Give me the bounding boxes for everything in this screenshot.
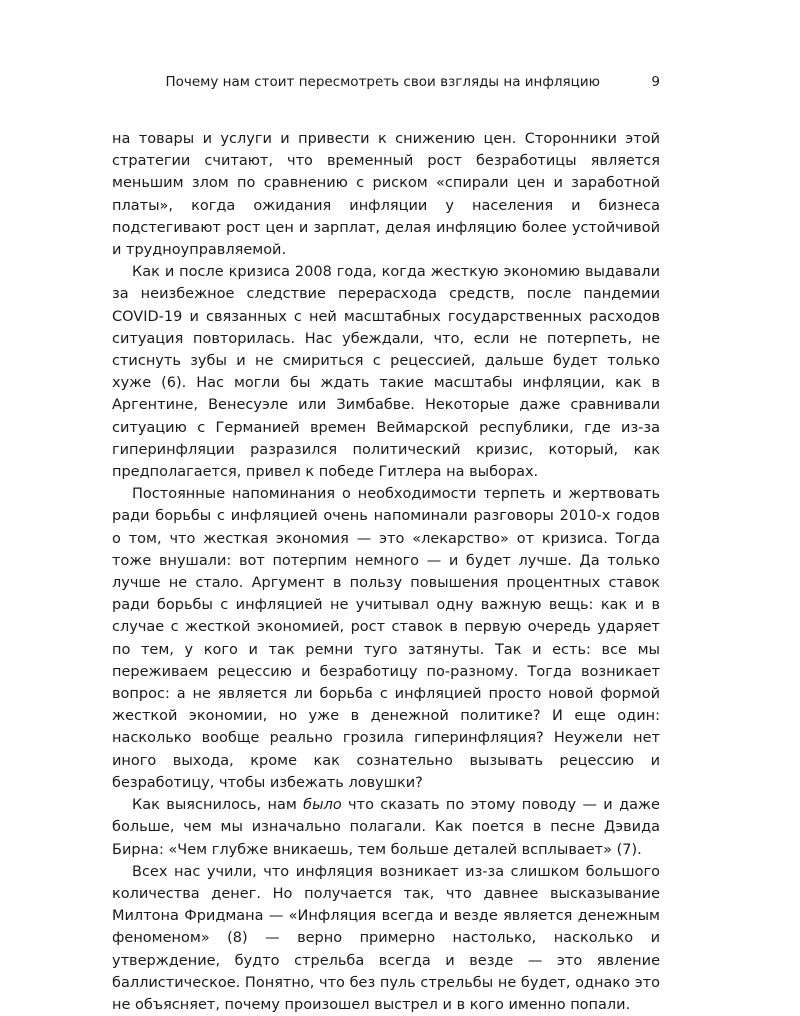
paragraph-friedman: Всех нас учили, что инфляция возникает из-за слишком большого количества денег. Но получается так, что давнее высказывание Милтона Фридмана — «Инфляция всегда и везде является денежным феноменом» (8) — верно примерно настолько, насколько и утверждение, будто стрельба всегда и везде — это явление баллистическое. Понятно, что без пуль стрельбы не будет, однако это не объясняет, почему произошел выстрел и в кого именно попали.	[112, 863, 660, 1013]
running-title: Почему нам стоит пересмотреть свои взгляды на инфляцию	[165, 74, 600, 90]
body-text	[112, 128, 660, 1016]
paragraph-text-segment: Как выяснилось, нам	[132, 797, 304, 814]
paragraph-reminders: Постоянные напоминания о необходимости терпеть и жертвовать ради борьбы с инфляцией очень напоминали разговоры 2010-х годов о том, что жесткая экономия — это «лекарство» от кризиса. Тогда тоже внушали: вот потерпим немного — и будет лучше. Да только лучше не стало. Аргумент в пользу повышения процентных ставок ради борьбы с инфляцией не учитывал одну важную вещь: как и в случае с жесткой экономией, рост ставок в первую очередь ударяет по тем, у кого и так ремни туго затянуты. Так и есть: все мы переживаем рецессию и безработицу по-разному. Тогда возникает вопрос: а не является ли борьба с инфляцией просто новой формой жесткой экономии, но уже в денежной политике? И еще один: насколько вообще реально грозила гиперинфляция? Неужели нет иного выхода, кроме как сознательно вызывать рецессию и безработицу, чтобы избежать ловушки?	[112, 486, 660, 791]
paragraph-text-segment: что сказать по этому поводу — и даже больше, чем мы изначально полагали. Как поется в песне Дэвида Бирна: «Чем глубже вникаешь, тем больше деталей всплывает» (7).	[112, 797, 660, 858]
page-number: 9	[651, 74, 660, 90]
paragraph-2008-crisis: Как и после кризиса 2008 года, когда жесткую экономию выдавали за неизбежное следствие перерасхода средств, после пандемии COVID-19 и связанных с ней масштабных государственных расходов ситуация повторилась. Нас убеждали, что, если не потерпеть, не стиснуть зубы и не смириться с рецессией, дальше будет только хуже (6). Нас могли бы ждать такие масштабы инфляции, как в Аргентине, Венесуэле или Зимбабве. Некоторые даже сравнивали ситуацию с Германией времен Веймарской республики, где из-за гиперинфляции разразился политический кризис, который, как предполагается, привел к победе Гитлера на выборах.	[112, 264, 660, 481]
paragraph-turned-out	[112, 794, 660, 861]
running-header	[112, 72, 660, 92]
emphasized-word: было	[303, 797, 342, 814]
paragraph-continuation: на товары и услуги и привести к снижению цен. Сторонники этой стратегии считают, что временный рост безработицы является меньшим злом по сравнению с риском «спирали цен и заработной платы», когда ожидания инфляции у населения и бизнеса подстегивают рост цен и зарплат, делая инфляцию более устойчивой и трудноуправляемой.	[112, 131, 660, 259]
